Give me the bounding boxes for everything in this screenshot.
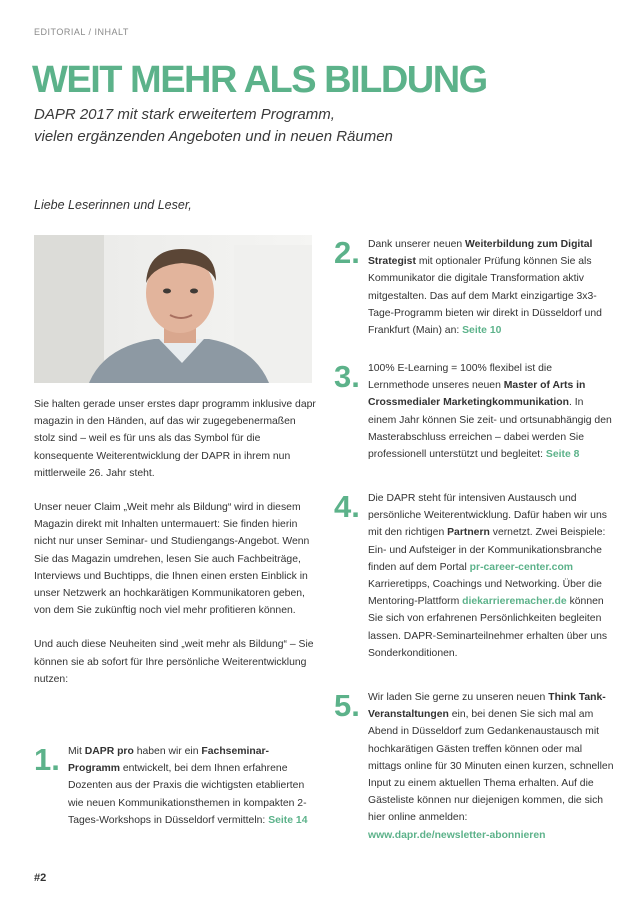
item-number: 1. xyxy=(34,742,60,777)
salutation: Liebe Leserinnen und Leser, xyxy=(34,198,192,212)
list-item-5: 5. Wir laden Sie gerne zu unseren neuen Think Tank-Veranstaltungen ein, bei denen Sie sich mal am Abend in Düsseldorf zum Gedankenaustausch mit hochkarätigen Gästen treffen können oder mal mittags online für 30 Minuten einen kurzen, schnellen Input zu einem aktuellen Thema erhalten. Auf die Gästeliste können nur diejenigen kommen, die sich hier online anmelden: www.dapr.de/newsletter-abonnieren xyxy=(334,688,614,841)
subtitle-line-2: vielen ergänzenden Angeboten und in neuen Räumen xyxy=(34,128,393,145)
list-item-4: 4. Die DAPR steht für intensiven Austausch und persönliche Weiterentwicklung. Dafür haben wir uns mit den richtigen Partnern vernetzt. Zwei Beispiele: Ein- und Aufsteiger in der Kommunikationsbranche finden auf dem Portal pr-career-center.com Karrieretipps, Coachings und Networking. Über die Mentoring-Plattform diekarrieremacher.de können Sie sich von erfahrenen Persönlichkeiten begleiten lassen. DAPR-Seminarteilnehmer erhalten über uns Sonderkonditionen. xyxy=(334,489,608,659)
page-link-seite-10[interactable]: Seite 10 xyxy=(462,325,502,337)
item-number: 3. xyxy=(334,359,360,394)
section-label: EDITORIAL / INHALT xyxy=(34,27,129,37)
item-number: 4. xyxy=(334,489,360,524)
subtitle-line-1: DAPR 2017 mit stark erweitertem Programm, xyxy=(34,106,335,123)
intro-text xyxy=(34,396,316,705)
list-item-1: 1. Mit DAPR pro haben wir ein Fachseminar-Programm entwickelt, bei dem Ihnen erfahrene Dozenten aus der Praxis die wichtigsten etablierten wie neuen Kommunikationsthemen in kompakten 2-Tages-Workshops in Düsseldorf vermitteln: Seite 14 xyxy=(34,742,308,826)
intro-paragraph-1: Sie halten gerade unser erstes dapr programm inklusive dapr magazin in den Händen, auf das wir zugegebenermaßen stolz sind – weil es für uns als das Symbol für die konsequente Weiterentwicklung der DAPR in ihrem nun mittlerweile 26. Jahr steht. xyxy=(34,399,316,479)
subtitle xyxy=(34,104,594,148)
page-number: #2 xyxy=(34,872,47,884)
list-item-3: 3. 100% E-Learning = 100% flexibel ist die Lernmethode unseres neuen Master of Arts in Crossmedialer Marketingkommunikation. In einem Jahr können Sie zeit- und ortsunabhängig den Masterabschluss erreichen – dabei werden Sie professionell unterstützt und begleitet: Seite 8 xyxy=(334,359,612,461)
page-link-seite-8[interactable]: Seite 8 xyxy=(545,449,580,461)
link-newsletter-abonnieren[interactable]: www.dapr.de/newsletter-abonnieren xyxy=(368,829,546,841)
page-title: WEIT MEHR ALS BILDUNG xyxy=(32,59,487,101)
item-number: 2. xyxy=(334,235,360,270)
page-link-seite-14[interactable]: Seite 14 xyxy=(268,814,308,826)
list-item-2: 2. Dank unserer neuen Weiterbildung zum Digital Strategist mit optionaler Prüfung können Sie als Kommunikator die digitale Transformation aktiv mitgestalten. Das auf dem Markt einzigartige 3x3-Tage-Programm bieten wir direkt in Düsseldorf und Frankfurt (Main) an: Seite 10 xyxy=(334,235,602,337)
portrait-photo xyxy=(34,235,312,383)
link-diekarrieremacher[interactable]: diekarrieremacher.de xyxy=(462,596,567,608)
item-number: 5. xyxy=(334,688,360,723)
intro-paragraph-3: Und auch diese Neuheiten sind „weit mehr als Bildung“ – Sie können sie ab sofort für Ihre persönliche Weiterentwicklung nutzen: xyxy=(34,639,314,685)
link-pr-career-center[interactable]: pr-career-center.com xyxy=(469,561,574,573)
intro-paragraph-2: Unser neuer Claim „Weit mehr als Bildung“ wird in diesem Magazin direkt mit Inhalten untermauert: Sie finden hierin nicht nur unser Seminar- und Studiengangs-Angebot. Wenn Sie das Magazin umdrehen, lesen Sie auch Fachbeiträge, Interviews und Buchtipps, die Ihnen einen ersten Einblick in unser Netzwerk an hochkarätigen Kommunikatoren geben, von dem Sie zukünftig noch viel mehr profitieren können. xyxy=(34,502,310,617)
